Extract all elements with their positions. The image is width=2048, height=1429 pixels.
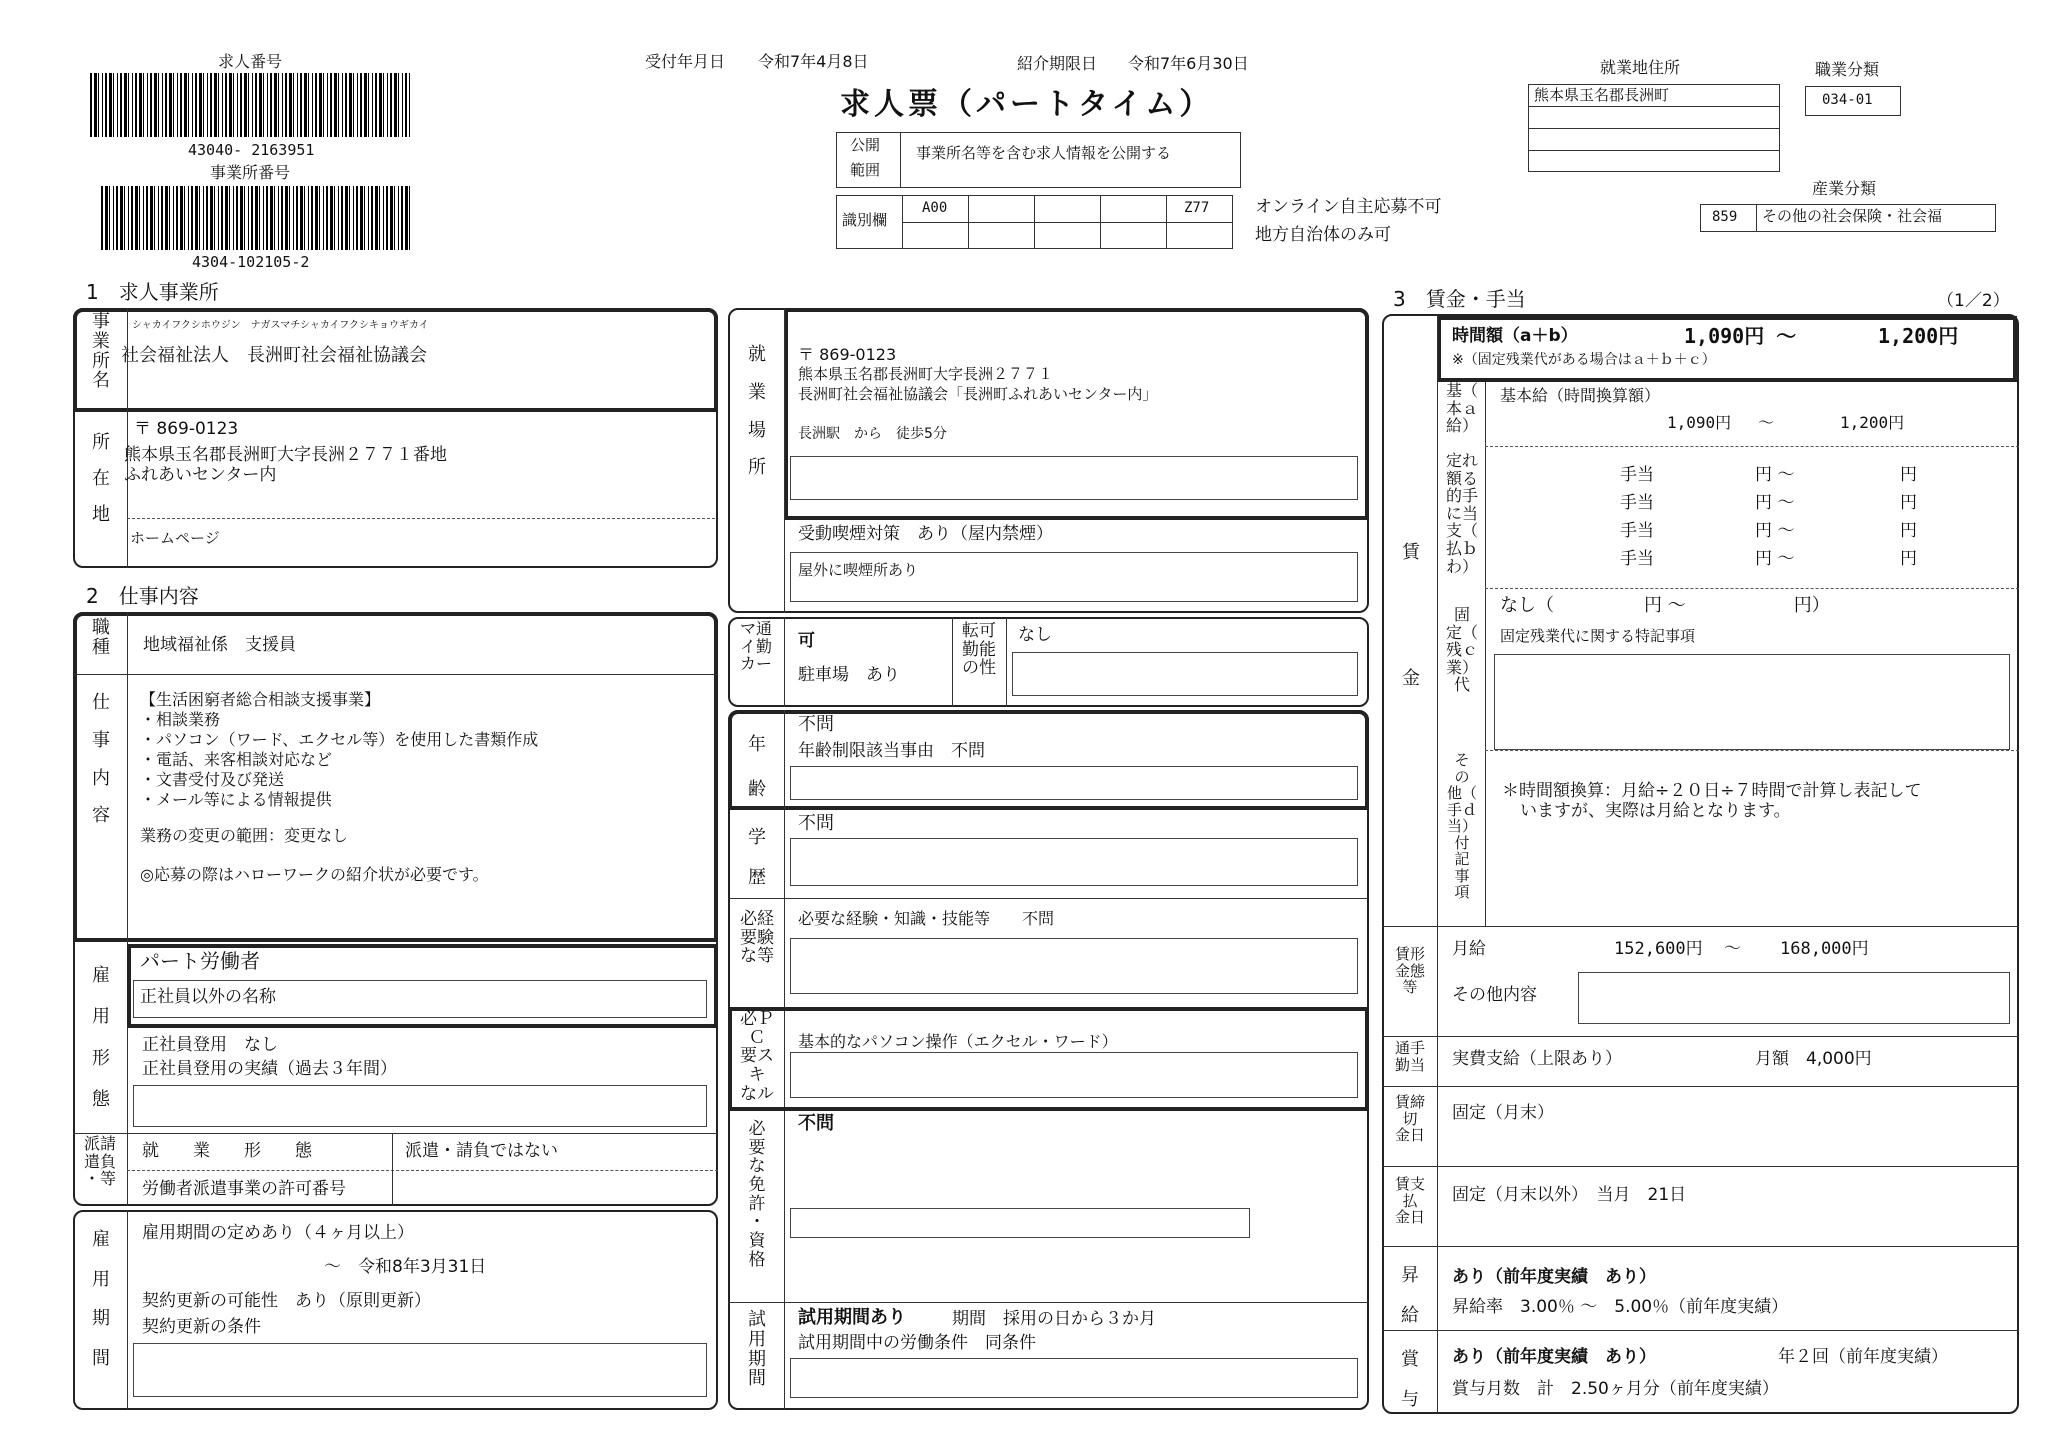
section1-heading: 1 求人事業所	[86, 280, 219, 304]
overtime-label: 固 定（ 残ｃ 業） 代	[1445, 605, 1478, 695]
hellowork-note: ◎応募の際はハローワークの紹介状が必要です。	[140, 865, 489, 884]
other-content-bracket	[1578, 972, 2010, 1024]
period-1: 雇用期間の定めあり（４ヶ月以上）	[142, 1223, 414, 1243]
industry-label: 産業分類	[1812, 179, 1877, 198]
non-regular-bracket	[133, 980, 707, 1018]
transfer-value: なし	[1018, 625, 1052, 645]
industry-code: 859	[1712, 209, 1738, 225]
experience-value: 必要な経験・知識・技能等 不問	[798, 909, 1055, 928]
commute-label: 通手 勤当	[1394, 1039, 1425, 1074]
content-line: ・相談業務	[140, 710, 221, 729]
smoking: 受動喫煙対策 あり（屋内禁煙）	[798, 524, 1053, 544]
work-form-value: 派遣・請負ではない	[405, 1141, 558, 1161]
allowance-from: 円 〜	[1755, 465, 1795, 485]
payday-label: 賃支 払 金日	[1394, 1175, 1425, 1226]
raise-value: あり（前年度実績 あり）	[1452, 1267, 1656, 1287]
age-value: 不問	[798, 714, 834, 735]
trial-label: 試 用 期 間	[748, 1309, 766, 1390]
change-scope: 業務の変更の範囲：変更なし	[140, 826, 349, 845]
section2-heading: 2 仕事内容	[86, 584, 199, 608]
wp-zip: 〒 869-0123	[798, 345, 897, 364]
trial-bracket	[790, 1358, 1358, 1398]
allowance-from: 円 〜	[1755, 493, 1795, 513]
hourly-max: 1,200円	[1878, 324, 1959, 348]
monthly-max: 168,000円	[1780, 939, 1869, 959]
other-allowance-label: そ の 他（ 手ｄ 当） 付 記 事 項	[1446, 751, 1477, 901]
raise-rate: 昇給率 3.00％ 〜 5.00％（前年度実績）	[1452, 1297, 1789, 1317]
job-number: 43040- 2163951	[188, 141, 315, 159]
deadline-label: 紹介期限日	[1017, 54, 1098, 73]
transfer-bracket	[1012, 652, 1358, 696]
employment-label: 雇 用 形 態	[92, 965, 110, 1111]
dispatch-permit: 労働者派遣事業の許可番号	[142, 1179, 346, 1199]
wp-bracket	[790, 456, 1358, 500]
commute-value: 実費支給（上限あり）	[1452, 1049, 1622, 1069]
period-2: 〜 令和8年3月31日	[324, 1257, 487, 1277]
deadline-date: 令和7年6月30日	[1128, 54, 1249, 73]
content-line: ・メール等による情報提供	[140, 790, 332, 809]
wp-access: 長洲駅 から 徒歩5分	[798, 426, 947, 442]
online-note: オンライン自主応募不可	[1255, 197, 1442, 217]
smoking-note: 屋外に喫煙所あり	[798, 561, 919, 579]
allowance-label: 定れ 額る 的手 に当 支（ 払ｂ わ）	[1445, 451, 1478, 576]
education-bracket	[790, 838, 1358, 886]
trial-conditions: 試用期間中の労働条件 同条件	[798, 1333, 1036, 1353]
license-bracket	[790, 1208, 1250, 1238]
smoking-bracket	[790, 552, 1358, 602]
license-value: 不問	[798, 1113, 834, 1134]
allowance-to: 円	[1900, 521, 1917, 541]
payday-value: 固定（月末以外） 当月 21日	[1452, 1185, 1687, 1205]
allowance-name: 手当	[1620, 549, 1654, 569]
allowance-to: 円	[1900, 493, 1917, 513]
job-category: 034-01	[1822, 92, 1873, 108]
age-bracket	[790, 766, 1358, 800]
content-line: ・文書受付及び発送	[140, 770, 285, 789]
renewal-bracket	[133, 1343, 707, 1397]
license-label: 必 要 な 免 許 ・ 資 格	[748, 1119, 766, 1270]
office-zip: 〒 869-0123	[134, 419, 239, 439]
commute-monthly: 月額 4,000円	[1755, 1049, 1872, 1069]
regular-promotion: 正社員登用 なし	[142, 1035, 278, 1055]
bonus-months: 賞与月数 計 2.50ヶ月分（前年度実績）	[1452, 1379, 1779, 1399]
hourly-label: 時間額（a＋b）	[1452, 326, 1578, 346]
pc-label: 必Ｐ Ｃ 要ス キ なル	[740, 1009, 774, 1104]
industry-name: その他の社会保険・社会福	[1762, 207, 1943, 225]
bonus-times: 年２回（前年度実績）	[1778, 1347, 1948, 1367]
job-number-label: 求人番号	[218, 52, 283, 71]
hourly-min: 1,090円 〜	[1684, 324, 1797, 348]
age-label: 年 齢	[748, 734, 766, 800]
wage-form-label: 賃形 金態 等	[1394, 945, 1425, 996]
employment-type: パート労働者	[140, 949, 260, 973]
pc-bracket	[790, 1052, 1358, 1098]
raise-label: 昇 給	[1401, 1265, 1419, 1326]
bonus-value: あり（前年度実績 あり）	[1452, 1347, 1656, 1367]
experience-bracket	[790, 938, 1358, 994]
page-title: 求人票（パートタイム）	[840, 87, 1214, 122]
base-title: 基本給（時間換算額）	[1500, 386, 1661, 405]
closing-label: 賃締 切 金日	[1394, 1093, 1425, 1144]
base-tilde: 〜	[1758, 413, 1775, 432]
bonus-label: 賞 与	[1401, 1349, 1419, 1410]
allowance-name: 手当	[1620, 465, 1654, 485]
wp-address-2: 長洲町社会福祉協議会「長洲町ふれあいセンター内」	[798, 385, 1158, 403]
ident-code-2: Z77	[1184, 200, 1210, 216]
overtime-bracket	[1494, 654, 2010, 750]
publish-label-2: 範囲	[850, 161, 881, 179]
content-line: ・パソコン（ワード、エクセル等）を使用した書類作成	[140, 730, 539, 749]
other-content: その他内容	[1452, 985, 1537, 1005]
experience-label: 必経 要験 な等	[740, 909, 774, 967]
dispatch-label: 派請 遣負 ・等	[83, 1134, 116, 1189]
office-number-barcode	[101, 186, 411, 250]
wp-address-1: 熊本県玉名郡長洲町大字長洲２７７１	[798, 365, 1054, 383]
regular-record: 正社員登用の実績（過去３年間）	[142, 1059, 397, 1079]
job-content-lines	[140, 690, 538, 810]
homepage-label: ホームページ	[130, 529, 220, 547]
content-line: ・電話、来客相談対応など	[140, 750, 333, 769]
publish-label-1: 公開	[850, 136, 881, 154]
work-address-label: 就業地住所	[1600, 58, 1681, 77]
job-title: 地域福祉係 支援員	[143, 635, 296, 655]
base-label: 基（ 本ａ 給）	[1445, 381, 1478, 436]
renewal: 契約更新の可能性 あり（原則更新）	[142, 1291, 431, 1311]
car-label: マ通 イ勤 カー	[739, 619, 772, 674]
job-content-label: 仕 事 内 容	[92, 692, 110, 827]
office-number-label: 事業所番号	[210, 163, 291, 182]
education-value: 不問	[798, 813, 834, 834]
pc-value: 基本的なパソコン操作（エクセル・ワード）	[798, 1032, 1118, 1051]
ident-label: 識別欄	[842, 211, 888, 229]
trial-period: 期間 採用の日から３か月	[952, 1309, 1156, 1329]
office-name-label: 事 業 所 名	[92, 311, 110, 392]
section3-heading: 3 賃金・手当	[1393, 287, 1526, 311]
overtime-value: なし（ 円 〜 円）	[1500, 595, 1830, 616]
overtime-note: 固定残業代に関する特記事項	[1500, 627, 1696, 645]
other-note-2: いますが、実際は月給となります。	[1520, 801, 1791, 821]
allowance-name: 手当	[1620, 521, 1654, 541]
work-form-label: 就 業 形 態	[142, 1141, 312, 1161]
office-address-label: 所 在 地	[92, 432, 110, 525]
job-number-barcode	[90, 73, 410, 137]
education-label: 学 歴	[748, 827, 766, 888]
received-date: 令和7年4月8日	[758, 52, 869, 71]
office-address-2: ふれあいセンター内	[124, 465, 277, 485]
office-name: 社会福祉法人 長洲町社会福祉協議会	[121, 345, 427, 366]
regular-record-bracket	[133, 1085, 707, 1127]
transfer-label: 転可 勤能 の性	[962, 621, 996, 679]
page-indicator: （1／2）	[1937, 291, 2010, 311]
closing-value: 固定（月末）	[1452, 1103, 1554, 1123]
non-regular-name: 正社員以外の名称	[140, 987, 276, 1007]
monthly-min: 152,600円	[1614, 939, 1703, 959]
allowance-from: 円 〜	[1755, 521, 1795, 541]
employment-period-label: 雇 用 期 間	[92, 1229, 110, 1369]
received-label: 受付年月日	[645, 52, 726, 71]
allowance-name: 手当	[1620, 493, 1654, 513]
allowance-from: 円 〜	[1755, 549, 1795, 569]
monthly-tilde: 〜	[1724, 939, 1741, 959]
ident-code-1: A00	[922, 200, 948, 216]
office-name-kana: シャカイフクシホウジン ナガスマチシャカイフクシキョウギカイ	[132, 320, 429, 331]
allowance-to: 円	[1900, 465, 1917, 485]
monthly-label: 月給	[1452, 939, 1486, 959]
work-address: 熊本県玉名郡長洲町	[1534, 86, 1670, 104]
trial-value: 試用期間あり	[798, 1307, 906, 1328]
wage-label: 賃 金	[1402, 542, 1420, 689]
allowance-to: 円	[1900, 549, 1917, 569]
content-line: 【生活困窮者総合相談支援事業】	[140, 690, 381, 709]
parking: 駐車場 あり	[798, 665, 900, 685]
workplace-label: 就 業 場 所	[748, 344, 766, 479]
car-value: 可	[798, 631, 815, 651]
job-title-label: 職 種	[92, 617, 110, 658]
publish-value: 事業所名等を含む求人情報を公開する	[916, 144, 1172, 162]
base-min: 1,090円	[1667, 413, 1732, 432]
base-max: 1,200円	[1840, 413, 1905, 432]
age-reason: 年齢制限該当事由 不問	[798, 741, 985, 761]
office-address-1: 熊本県玉名郡長洲町大字長洲２７７１番地	[124, 445, 447, 465]
office-number: 4304-102105-2	[192, 253, 310, 271]
hourly-note: ※（固定残業代がある場合はａ＋ｂ＋ｃ）	[1452, 352, 1716, 368]
other-note-1: ＊時間額換算：月給÷２０日÷７時間で計算し表記して	[1502, 781, 1922, 801]
job-category-label: 職業分類	[1815, 60, 1880, 79]
local-gov-note: 地方自治体のみ可	[1255, 225, 1391, 245]
renewal-conditions: 契約更新の条件	[142, 1317, 261, 1337]
